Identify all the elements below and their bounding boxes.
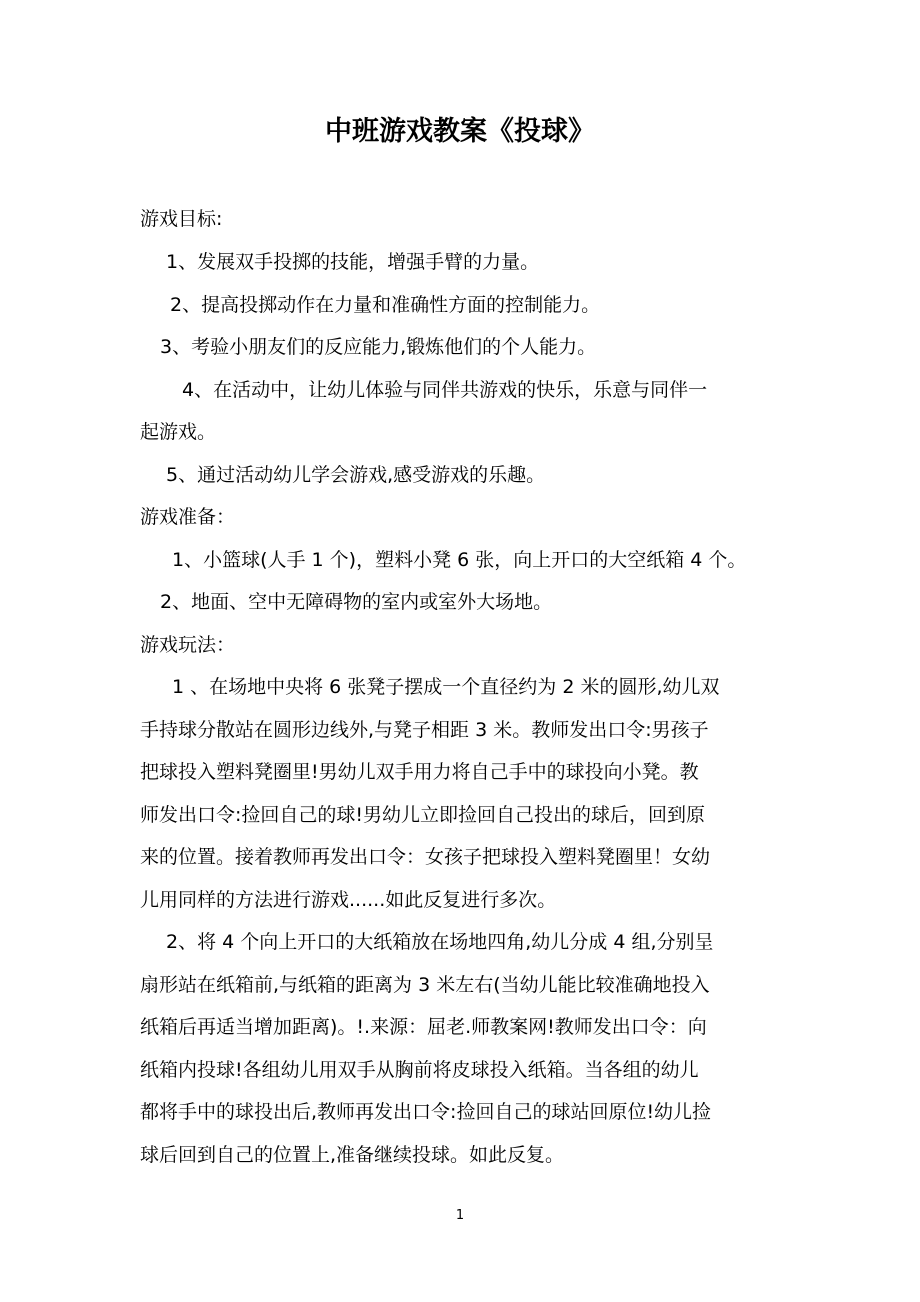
play-line-3: 把球投入塑料凳圈里!男幼儿双手用力将自己手中的球投向小凳。教 [140,761,699,783]
page-title: 中班游戏教案《投球》 [325,116,595,147]
section-heading-play: 游戏玩法： [140,634,236,656]
goal-item-1: 1、发展双手投掷的技能，增强手臂的力量。 [166,251,540,273]
play-line-12: 球后回到自己的位置上,准备继续投球。如此反复。 [140,1144,565,1166]
play-line-1: 1 、在场地中央将 6 张凳子摆成一个直径约为 2 米的圆形,幼儿双 [172,676,720,698]
play-line-7: 2、将 4 个向上开口的大纸箱放在场地四角,幼儿分成 4 组,分别呈 [166,931,714,953]
goal-item-2: 2、提高投掷动作在力量和准确性方面的控制能力。 [170,294,601,316]
goal-item-5: 5、通过活动幼儿学会游戏,感受游戏的乐趣。 [166,464,546,486]
section-heading-prep: 游戏准备： [140,506,236,528]
play-line-11: 都将手中的球投出后,教师再发出口令:捡回自己的球站回原位!幼儿捡 [140,1101,712,1123]
page-number: 1 [455,1208,465,1223]
play-line-5: 来的位置。接着教师再发出口令：女孩子把球投入塑料凳圈里！女幼 [140,846,711,868]
goal-item-3: 3、考验小朋友们的反应能力,锻炼他们的个人能力。 [160,336,597,358]
prep-item-2: 2、地面、空中无障碍物的室内或室外大场地。 [160,591,553,613]
prep-item-1: 1、小篮球(人手 1 个)，塑料小凳 6 张，向上开口的大空纸箱 4 个。 [172,549,747,571]
play-line-2: 手持球分散站在圆形边线外,与凳子相距 3 米。教师发出口令:男孩子 [140,719,709,741]
section-heading-goals: 游戏目标: [140,208,223,230]
play-line-8: 扇形站在纸箱前,与纸箱的距离为 3 米左右(当幼儿能比较准确地投入 [140,974,710,996]
play-line-9: 纸箱后再适当增加距离)。!.来源：屈老.师教案网!教师发出口令：向 [140,1016,707,1038]
play-line-4: 师发出口令:捡回自己的球!男幼儿立即捡回自己投出的球后，回到原 [140,804,706,826]
goal-item-4: 4、在活动中，让幼儿体验与同伴共游戏的快乐，乐意与同伴一 [182,379,708,401]
goal-item-4-continued: 起游戏。 [140,421,217,443]
play-line-6: 儿用同样的方法进行游戏......如此反复进行多次。 [140,889,557,911]
play-line-10: 纸箱内投球!各组幼儿用双手从胸前将皮球投入纸箱。当各组的幼儿 [140,1059,699,1081]
